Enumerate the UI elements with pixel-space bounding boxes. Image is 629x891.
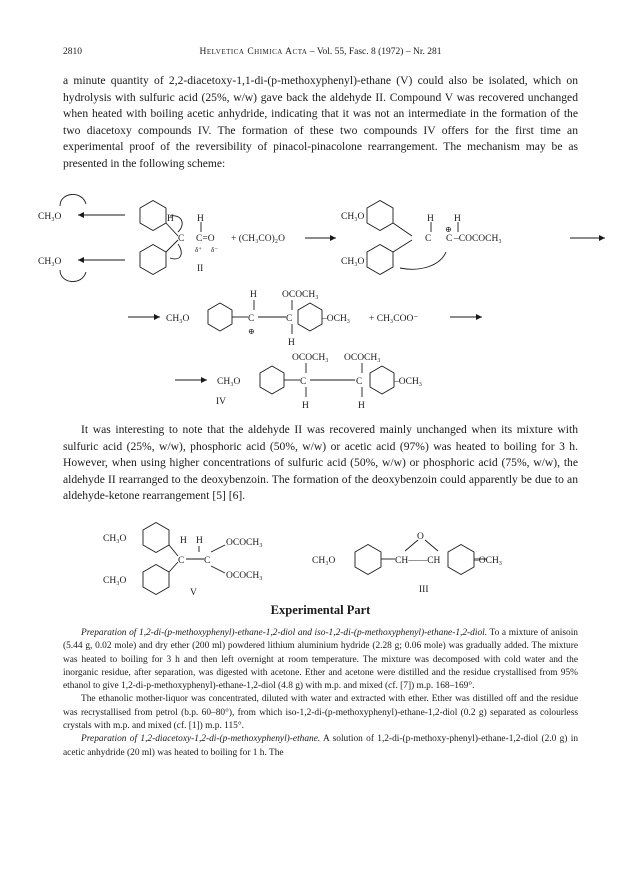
- ch3o-label: CH₃O: [341, 257, 365, 267]
- ch3o-label: CH₃O: [103, 534, 127, 544]
- och3-label: –OCH₃: [394, 377, 423, 387]
- plus-charge: ⊕: [248, 327, 255, 336]
- ococh3-label: OCOCH₃: [226, 538, 263, 548]
- procedure-title: Preparation of 1,2-di-(p-methoxyphenyl)-ethane-1,2-diol and iso-1,2-di-(p-methoxyphenyl)-ethane-1,2-diol.: [81, 628, 488, 638]
- carbonyl-label: C=O: [196, 234, 215, 244]
- c-label: C: [286, 314, 293, 324]
- ococh3-label: OCOCH₃: [226, 571, 263, 581]
- c-label: C: [300, 377, 307, 387]
- c-label: C: [178, 234, 185, 244]
- ch-ch-label: CH——CH: [395, 556, 441, 566]
- compound-ii-label: II: [197, 264, 204, 274]
- c-label: C: [178, 556, 185, 566]
- c-label: C: [204, 556, 211, 566]
- h-label: H: [302, 401, 309, 411]
- h-label: H: [454, 214, 461, 224]
- procedure-text: A solution of 1,2-di-(p-methoxy-phenyl)-ethane-1,2-diol (2.0 g) in acetic anhydride (20 ml) was heated to boiling for 1 h. The: [63, 734, 579, 758]
- ch3o-label: CH₃O: [217, 377, 241, 387]
- experimental-heading: Experimental Part: [270, 603, 371, 617]
- ococh3-label: OCOCH₃: [282, 290, 319, 300]
- ch3o-label: CH₃O: [312, 556, 336, 566]
- experimental-paragraph-2: The ethanolic mother-liquor was concentrated, diluted with water and extracted with ether. Ether was distilled off and the residue was recrystallised from petrol (b.p. 60–80°), from which iso-1,2-di-(p-methoxyphenyl)-ethane-1,2-diol (0.2 g) separated as colourless crystals with m.p. and mixed (cf. [1]) m.p. 115°.: [63, 694, 578, 732]
- cococh3-label: –COCOCH₃: [454, 234, 502, 244]
- page-number: 2810: [63, 47, 82, 57]
- h-label: H: [427, 214, 434, 224]
- h-label: H: [167, 214, 174, 224]
- journal-name: Helvetica Chimica Acta: [199, 47, 308, 57]
- compound-v-label: V: [190, 588, 197, 598]
- och3-label: –OCH₃: [322, 314, 351, 324]
- h-label: H: [196, 536, 203, 546]
- epoxide-oxygen: O: [417, 532, 424, 542]
- c-label: C: [356, 377, 363, 387]
- delta-plus: δ⁺: [195, 246, 202, 254]
- intro-text: a minute quantity of 2,2-diacetoxy-1,1-di-(p-methoxyphenyl)-ethane (V) could also be isolated, which on hydrolysis with sulfuric acid (25%, w/w) gave back the aldehyde II. Compound V was recovered unchanged when heated with boiling acetic anhydride, indicating that it was not an intermediate in the formation of the two diacetoxy compounds IV. The formation of these two compounds IV offers for the first time an experimental proof of the reversibility of pinacol-pinacolone rearrangement. The mechanism may be as presented in the following scheme:: [63, 74, 578, 170]
- h-label: H: [180, 536, 187, 546]
- ch3o-label: CH₃O: [38, 257, 62, 267]
- procedure-title: Preparation of 1,2-diacetoxy-1,2-di-(p-methoxyphenyl)-ethane.: [81, 734, 321, 745]
- middle-paragraph: [63, 422, 578, 505]
- c-label: C: [425, 234, 432, 244]
- experimental-paragraph-1: [63, 627, 578, 693]
- procedure-text: To a mixture of anisoin (5.44 g, 0.02 mole) and dry ether (200 ml) powdered lithium aluminium hydride (2.28 g; 0.06 mole) was gradually added. The mixture was heated to boiling for 3 h and then left overnight at room temperature. The mixture was decomposed with cold water and the inorganic residue, after separation, was digested with acetone. Ether and acetone were distilled and the residue crystallised from 95% ethanol to give 1,2-di-p-methoxyphenyl)-ethane-1,2-diol (4.8 g) with m.p. and mixed (cf. [7]) m.p. 168–169°.: [63, 628, 578, 692]
- c-label: C: [446, 234, 453, 244]
- c-label: C: [248, 314, 255, 324]
- compound-iv-label: IV: [216, 397, 227, 407]
- ococh3-label: OCOCH₃: [292, 353, 329, 363]
- ch3o-label: CH₃O: [341, 212, 365, 222]
- h-label: H: [197, 214, 204, 224]
- h-label: H: [358, 401, 365, 411]
- volume-issue: – Vol. 55, Fasc. 8 (1972) – Nr. 281: [307, 47, 442, 57]
- compound-iii-label: III: [419, 585, 429, 595]
- ococh3-label: OCOCH₃: [344, 353, 381, 363]
- och3-label: –OCH₃: [474, 556, 503, 566]
- middle-text: It was interesting to note that the aldehyde II was recovered mainly unchanged when its mixture with sulfuric acid (25%, w/w), phosphoric acid (50%, w/w) or acetic acid (97%) was heated to boiling for 3 h. However, when using higher concentrations of sulfuric acid (50%, w/w) or phosphoric acid (75%, w/w), the aldehyde II rearranged to the deoxybenzoin. The formation of the deoxybenzoin could apparently be due to an aldehyde-ketone rearrangement [5] [6].: [63, 423, 578, 503]
- ch3o-label: CH₃O: [38, 212, 62, 222]
- ch3o-label: CH₃O: [166, 314, 190, 324]
- delta-minus: δ⁻: [211, 246, 218, 254]
- acetate-label: + CH₃COO⁻: [369, 314, 419, 324]
- ch3o-label: CH₃O: [103, 576, 127, 586]
- acetic-anhydride-label: + (CH₃CO)₂O: [231, 234, 285, 244]
- experimental-body: [63, 627, 578, 760]
- experimental-paragraph-3: [63, 733, 578, 760]
- h-label: H: [288, 338, 295, 348]
- h-label: H: [250, 290, 257, 300]
- plus-charge: ⊕: [445, 225, 452, 234]
